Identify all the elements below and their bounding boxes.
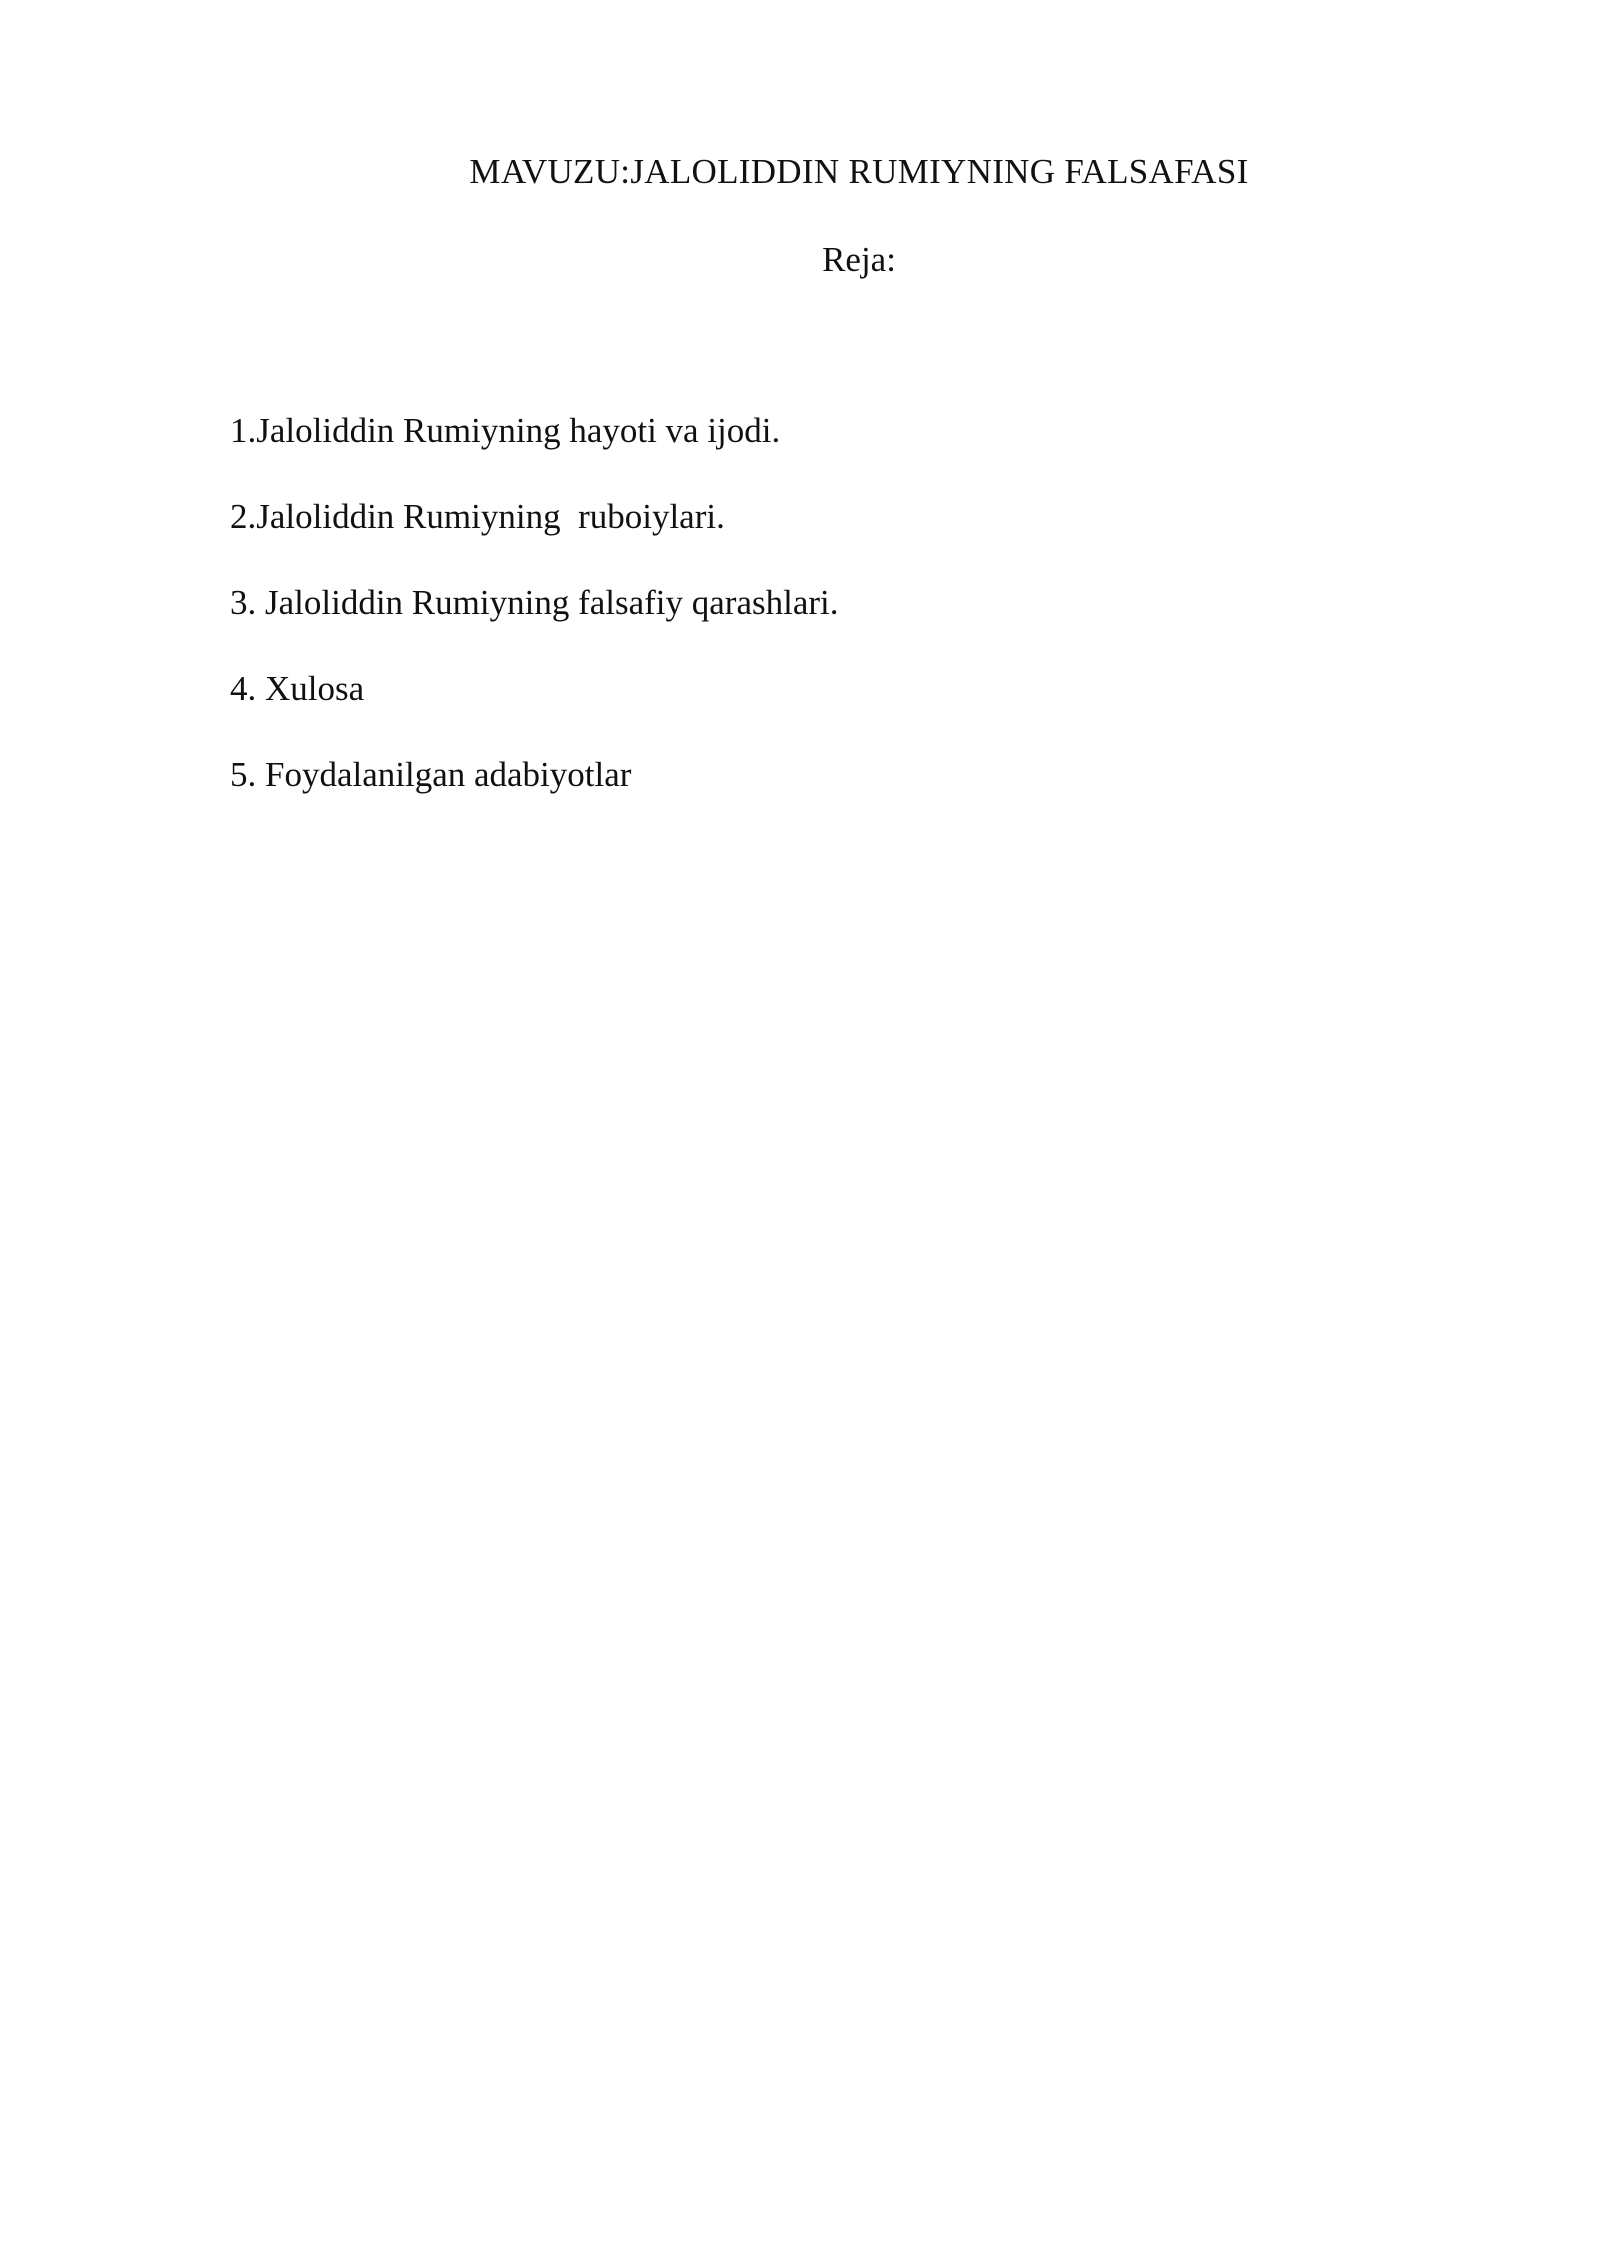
document-title: MAVUZU:JALOLIDDIN RUMIYNING FALSAFASI — [469, 152, 1249, 191]
plan-item: 4. Xulosa — [230, 669, 365, 708]
plan-item: 1.Jaloliddin Rumiyning hayoti va ijodi. — [230, 411, 781, 450]
plan-heading: Reja: — [822, 240, 896, 279]
plan-item: 5. Foydalanilgan adabiyotlar — [230, 755, 632, 794]
plan-item: 2.Jaloliddin Rumiyning ruboiylari. — [230, 497, 725, 536]
plan-item: 3. Jaloliddin Rumiyning falsafiy qarashlari. — [230, 583, 839, 622]
plan-list — [230, 410, 839, 840]
